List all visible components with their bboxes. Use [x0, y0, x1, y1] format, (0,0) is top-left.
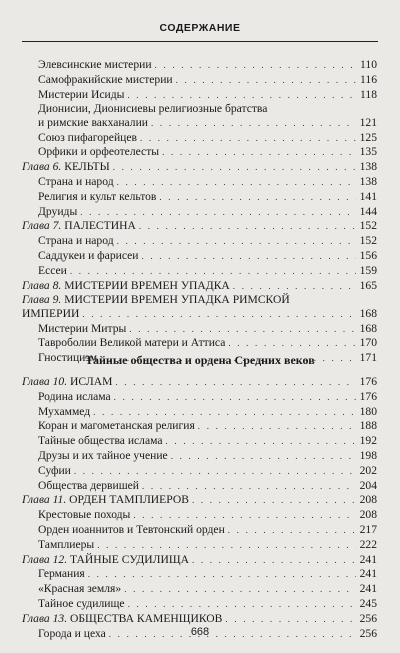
toc-entry-row: [22, 264, 377, 279]
toc-entry-row: [22, 322, 377, 337]
toc-entry-row: [22, 405, 377, 420]
toc-entry-text: Религия и культ кельтов: [38, 189, 157, 203]
leader-dots: [192, 493, 356, 508]
toc-entry-title: [22, 160, 110, 175]
toc-entry-row: [22, 175, 377, 190]
toc-entry-text: «Красная земля»: [38, 582, 122, 596]
toc-page-number: 168: [359, 306, 377, 320]
toc-page-number: 138: [359, 174, 377, 188]
toc-entry-title: [38, 131, 137, 146]
toc-entry-row: [22, 205, 377, 220]
toc-chapter-row: [22, 553, 377, 568]
toc-entry-title: [38, 567, 85, 582]
leader-dots: [133, 508, 356, 523]
toc-page-number: 256: [359, 611, 377, 625]
leader-dots: [113, 160, 356, 175]
toc-entry-title: [22, 307, 79, 322]
toc-entry-row: [22, 523, 377, 538]
toc-entry-row: [22, 419, 377, 434]
toc-entry-text: Тамплиеры: [38, 537, 95, 551]
leader-dots: [82, 307, 356, 322]
toc-page-number: 156: [359, 248, 377, 262]
toc-entry-title: [38, 175, 114, 190]
toc-entry-text: Общества дервишей: [38, 478, 140, 492]
toc-page-number: 208: [359, 493, 377, 507]
toc-entry-text: Тавроболии Великой матери и Аттиса: [38, 336, 226, 350]
leader-dots: [140, 131, 356, 146]
toc-entry-row: [22, 434, 377, 449]
toc-entry-text: Родина ислама: [38, 389, 111, 403]
toc-entry-text: Страна и народ: [38, 234, 114, 248]
toc-chapter-row: [22, 493, 377, 508]
toc-page-number: 168: [359, 321, 377, 335]
toc-chapter-row: [22, 307, 377, 322]
chapter-number: Глава 11.: [22, 493, 67, 507]
toc-entry-title: [38, 88, 124, 103]
toc-page-number: 165: [359, 278, 377, 292]
toc-page-number: 198: [359, 448, 377, 462]
toc-entry-title: [22, 293, 290, 306]
toc-entry-row: [22, 234, 377, 249]
toc-entry-title: [38, 264, 67, 279]
toc-entry-row: [22, 190, 377, 205]
toc-entry-title: [38, 390, 111, 405]
toc-page-number: 152: [359, 219, 377, 233]
toc-page-number: 241: [359, 567, 377, 581]
toc-entry-text: Мистерии Исиды: [38, 87, 125, 101]
toc-entry-text: КЕЛЬТЫ: [64, 160, 110, 174]
toc-page-number: 176: [359, 375, 377, 388]
toc-page-number: 192: [359, 434, 377, 448]
toc-entry-text: Германия: [38, 567, 85, 581]
toc-page-number: 171: [359, 351, 377, 365]
leader-dots: [171, 449, 356, 464]
toc-page-number: 217: [359, 522, 377, 536]
toc-entry-text: Орфики и орфеотелесты: [38, 145, 160, 159]
toc-page-number: 116: [360, 72, 377, 86]
toc-entry-text: Друиды: [38, 204, 78, 218]
toc-entry-title: [38, 234, 114, 249]
toc-entry-text: Крестовые походы: [38, 508, 131, 522]
chapter-number: Глава 8.: [22, 278, 62, 292]
toc-page-number: 176: [359, 389, 377, 403]
toc-entry-text: МИСТЕРИИ ВРЕМЕН УПАДКА: [64, 278, 230, 292]
toc-entry-title: [38, 405, 90, 420]
toc-chapter-row: [22, 293, 377, 306]
toc-chapter-row: [22, 160, 377, 175]
toc-entry-title: [38, 523, 225, 538]
toc-page-number: 121: [359, 115, 377, 129]
toc-entry-row: [22, 145, 377, 160]
toc-entry-row: [22, 597, 377, 612]
toc-entry-title: [38, 479, 139, 494]
toc-entry-title: [38, 145, 159, 160]
leader-dots: [117, 234, 356, 249]
toc-entry-text: Страна и народ: [38, 174, 114, 188]
toc-page-number: 222: [359, 537, 377, 551]
leader-dots: [128, 597, 356, 612]
leader-dots: [115, 375, 356, 390]
toc-entry-title: [22, 493, 189, 508]
chapter-number: Глава 13.: [22, 611, 68, 625]
toc-entry-text: Саддукеи и фарисеи: [38, 248, 139, 262]
toc-entry-row: [22, 131, 377, 146]
toc-part-1: [22, 58, 377, 366]
toc-page-number: 118: [360, 87, 377, 101]
leader-dots: [70, 264, 356, 279]
leader-dots: [124, 582, 356, 597]
toc-entry-title: [38, 582, 121, 597]
leader-dots: [198, 419, 356, 434]
header-rule: [22, 41, 378, 42]
chapter-number: Глава 12.: [22, 552, 68, 566]
toc-chapter-row: [22, 279, 377, 294]
page-number: 668: [190, 626, 210, 638]
toc-page-number: 241: [359, 552, 377, 566]
toc-entry-text: МИСТЕРИИ ВРЕМЕН УПАДКА РИМСКОЙ: [64, 293, 290, 307]
leader-dots: [80, 205, 356, 220]
toc-page-number: 180: [359, 404, 377, 418]
toc-entry-text: ТАЙНЫЕ СУДИЛИЩА: [70, 552, 189, 566]
toc-entry-title: [38, 336, 225, 351]
toc-entry-title: [22, 612, 222, 627]
toc-entry-title: [38, 597, 125, 612]
toc-entry-title: [38, 464, 71, 479]
toc-entry-text: Союз пифагорейцев: [38, 130, 137, 144]
toc-entry-title: [38, 538, 94, 553]
leader-dots: [141, 249, 356, 264]
toc-entry-text: Тайное судилище: [38, 596, 125, 610]
toc-entry-text: Дионисии, Дионисиевы религиозные братства: [38, 102, 268, 116]
toc-entry-text: Суфии: [38, 463, 71, 477]
leader-dots: [129, 322, 356, 337]
toc-entry-title: [38, 190, 156, 205]
toc-entry-title: [38, 73, 173, 88]
toc-entry-text: Гностицизм: [38, 351, 98, 365]
toc-page-number: 138: [359, 160, 377, 174]
toc-entry-text: ИСЛАМ: [70, 375, 113, 388]
toc-entry-title: [38, 116, 148, 131]
chapter-number: Глава 7.: [22, 219, 62, 233]
leader-dots: [228, 336, 356, 351]
toc-entry-title: [22, 219, 136, 234]
toc-page-number: 135: [359, 145, 377, 159]
toc-page-number: 159: [359, 263, 377, 277]
leader-dots: [228, 523, 356, 538]
leader-dots: [151, 116, 356, 131]
toc-entry-title: [38, 434, 163, 449]
leader-dots: [155, 58, 356, 73]
toc-entry-title: [22, 279, 230, 294]
toc-entry-row: [22, 464, 377, 479]
leader-dots: [97, 538, 356, 553]
leader-dots: [176, 73, 356, 88]
toc-entry-row: [22, 538, 377, 553]
toc-entry-text: Ессеи: [38, 263, 67, 277]
leader-dots: [142, 479, 356, 494]
toc-page-number: 245: [359, 596, 377, 610]
toc-entry-row: [22, 88, 377, 103]
leader-dots: [114, 390, 356, 405]
toc-page-number: 152: [359, 234, 377, 248]
leader-dots: [139, 219, 356, 234]
toc-entry-text: Элевсинские мистерии: [38, 58, 152, 71]
toc-entry-title: [22, 553, 189, 568]
toc-page-number: 141: [359, 189, 377, 203]
toc-entry-text: Мухаммед: [38, 404, 91, 418]
toc-entry-row: [22, 449, 377, 464]
toc-entry-text: ПАЛЕСТИНА: [64, 219, 136, 233]
toc-entry-title: [38, 322, 126, 337]
toc-entry-text: ОБЩЕСТВА КАМЕНЩИКОВ: [70, 611, 223, 625]
leader-dots: [166, 434, 356, 449]
toc-entry-row: [22, 567, 377, 582]
chapter-number: Глава 10.: [22, 375, 68, 388]
toc-page-number: 125: [359, 130, 377, 144]
toc-entry-title: [22, 375, 112, 390]
leader-dots: [233, 279, 356, 294]
toc-page-number: 208: [359, 508, 377, 522]
toc-page-number: 202: [359, 463, 377, 477]
toc-entry-row: [22, 336, 377, 351]
toc-entry-row: [22, 116, 377, 131]
toc-entry-title: [38, 205, 77, 220]
toc-entry-text: Города и цеха: [38, 626, 106, 640]
toc-entry-title: [38, 249, 138, 264]
toc-entry-row: [22, 58, 377, 73]
leader-dots: [127, 88, 356, 103]
toc-entry-title: [38, 58, 152, 73]
toc-page-number: 170: [359, 336, 377, 350]
toc-page-number: 144: [359, 204, 377, 218]
toc-entry-title: [38, 508, 130, 523]
leader-dots: [74, 464, 356, 479]
toc-page-number: 188: [359, 419, 377, 433]
toc-entry-title: [38, 419, 195, 434]
leader-dots: [225, 612, 356, 627]
toc-chapter-row: [22, 612, 377, 627]
toc-entry-row: [22, 479, 377, 494]
chapter-number: Глава 6.: [22, 160, 62, 174]
toc-entry-row: [22, 249, 377, 264]
section-heading: Тайные общества и ордена Средних веков: [85, 353, 315, 367]
toc-entry-row: [22, 73, 377, 88]
toc-page-number: 256: [359, 626, 377, 640]
toc-entry-row: [22, 390, 377, 405]
toc-chapter-row: [22, 375, 377, 390]
toc-page-number: 241: [359, 582, 377, 596]
toc-entry-text: и римские вакханалии: [38, 115, 149, 129]
toc-entry-row: [22, 582, 377, 597]
toc-entry-text: ИМПЕРИИ: [22, 306, 80, 320]
toc-page-number: 110: [360, 58, 377, 71]
leader-dots: [159, 190, 356, 205]
leader-dots: [192, 553, 356, 568]
toc-part-2: [22, 375, 377, 641]
leader-dots: [93, 405, 356, 420]
toc-entry-text: ОРДЕН ТАМПЛИЕРОВ: [69, 493, 189, 507]
toc-entry-text: Друзы и их тайное учение: [38, 448, 168, 462]
page-header: СОДЕРЖАНИЕ: [159, 22, 241, 34]
toc-entry-text: Коран и магометанская религия: [38, 419, 195, 433]
toc-entry-row: [22, 102, 377, 115]
toc-entry-text: Мистерии Митры: [38, 321, 127, 335]
toc-entry-title: [38, 102, 267, 115]
toc-entry-text: Тайные общества ислама: [38, 434, 163, 448]
toc-page-number: 204: [359, 478, 377, 492]
toc-entry-text: Орден иоаннитов и Тевтонский орден: [38, 522, 225, 536]
toc-entry-text: Самофракийские мистерии: [38, 72, 173, 86]
leader-dots: [162, 145, 356, 160]
chapter-number: Глава 9.: [22, 293, 62, 307]
leader-dots: [88, 567, 356, 582]
toc-entry-title: [38, 449, 168, 464]
toc-entry-row: [22, 508, 377, 523]
toc-chapter-row: [22, 219, 377, 234]
leader-dots: [117, 175, 356, 190]
